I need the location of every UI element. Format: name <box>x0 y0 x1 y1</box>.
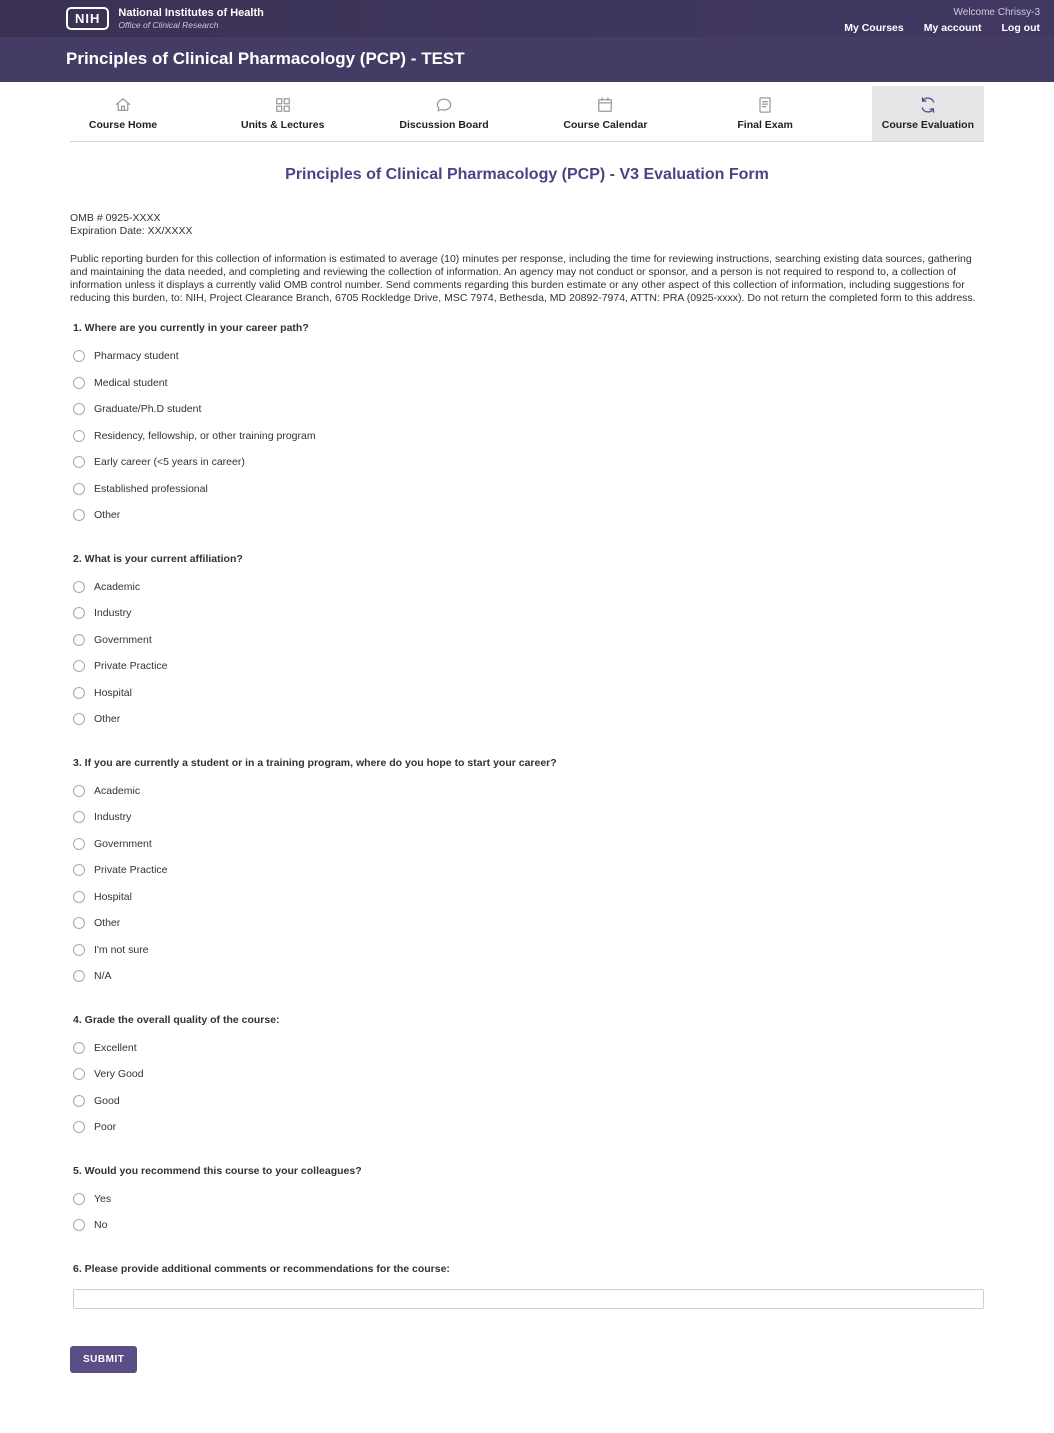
header-link-my-account[interactable]: My account <box>923 21 982 34</box>
logo-subtitle: Office of Clinical Research <box>118 20 219 30</box>
option-label: Very Good <box>94 1068 144 1081</box>
submit-button[interactable]: SUBMIT <box>70 1346 137 1373</box>
option-poor[interactable] <box>73 1114 984 1141</box>
radio-button-icon[interactable] <box>73 1193 85 1205</box>
comments-input[interactable] <box>73 1289 984 1309</box>
radio-button-icon[interactable] <box>73 377 85 389</box>
option-label: Excellent <box>94 1041 137 1054</box>
tab-label: Final Exam <box>737 119 793 131</box>
burden-statement: Public reporting burden for this collection of information is estimated to average (10) minutes per response, including the time for reviewing instructions, searching existing data sources, gathering and maintaining the data needed, and completing and reviewing the collection of information. An agency may not conduct or sponsor, and a person is not required to respond to, a collection of information unless it displays a currently valid OMB control number. Send comments regarding this burden estimate or any other aspect of this collection of information, including suggestions for reducing this burden, to: NIH, Project Clearance Branch, 6705 Rockledge Drive, MSC 7974, Bethesda, MD 20892-7974, ATTN: PRA (0925-xxxx). Do not return the completed form to this address. <box>70 253 976 304</box>
option-i-m-not-sure[interactable] <box>73 937 984 964</box>
radio-button-icon[interactable] <box>73 944 85 956</box>
radio-button-icon[interactable] <box>73 838 85 850</box>
radio-button-icon[interactable] <box>73 713 85 725</box>
option-good[interactable] <box>73 1088 984 1115</box>
tab-label: Units & Lectures <box>240 119 325 131</box>
option-label: Academic <box>94 580 141 593</box>
radio-button-icon[interactable] <box>73 430 85 442</box>
option-no[interactable] <box>73 1212 984 1239</box>
radio-button-icon[interactable] <box>73 687 85 699</box>
radio-button-icon[interactable] <box>73 634 85 646</box>
option-label: Government <box>94 837 152 850</box>
questions <box>70 322 984 1309</box>
question-6 <box>70 1263 984 1309</box>
option-excellent[interactable] <box>73 1035 984 1062</box>
radio-button-icon[interactable] <box>73 811 85 823</box>
nih-logo[interactable] <box>66 7 264 30</box>
option-label: Other <box>94 917 121 930</box>
question-3-label: 3. If you are currently a student or in a training program, where do you hope to start your career? <box>73 756 557 769</box>
radio-button-icon[interactable] <box>73 785 85 797</box>
option-label: Yes <box>94 1192 112 1205</box>
evaluation-icon <box>918 95 938 115</box>
option-other[interactable] <box>73 910 984 937</box>
tab-label: Discussion Board <box>399 119 489 131</box>
tab-label: Course Evaluation <box>881 119 974 131</box>
option-label: Medical student <box>94 376 168 389</box>
option-private-practice[interactable] <box>73 857 984 884</box>
tab-course-calendar[interactable] <box>552 86 658 141</box>
home-icon <box>113 95 133 115</box>
option-label: Early career (<5 years in career) <box>94 456 245 469</box>
option-label: Industry <box>94 607 132 620</box>
option-government[interactable] <box>73 831 984 858</box>
radio-button-icon[interactable] <box>73 509 85 521</box>
option-other[interactable] <box>73 706 984 733</box>
option-label: Pharmacy student <box>94 350 179 363</box>
option-n-a[interactable] <box>73 963 984 990</box>
radio-button-icon[interactable] <box>73 1042 85 1054</box>
radio-button-icon[interactable] <box>73 660 85 672</box>
nih-logo-acronym: NIH <box>66 7 109 30</box>
radio-button-icon[interactable] <box>73 891 85 903</box>
radio-button-icon[interactable] <box>73 864 85 876</box>
option-established-professional[interactable] <box>73 476 984 503</box>
option-label: Hospital <box>94 686 132 699</box>
question-5-label: 5. Would you recommend this course to your colleagues? <box>73 1164 362 1177</box>
header-right <box>844 4 1040 34</box>
option-government[interactable] <box>73 627 984 654</box>
question-2 <box>70 553 984 733</box>
tab-final-exam[interactable] <box>712 86 818 141</box>
radio-button-icon[interactable] <box>73 1068 85 1080</box>
option-yes[interactable] <box>73 1186 984 1213</box>
option-other[interactable] <box>73 502 984 529</box>
radio-button-icon[interactable] <box>73 970 85 982</box>
question-2-label: 2. What is your current affiliation? <box>73 552 243 565</box>
option-label: Graduate/Ph.D student <box>94 403 202 416</box>
logo-title: National Institutes of Health <box>118 7 264 19</box>
option-label: Private Practice <box>94 864 168 877</box>
question-1 <box>70 322 984 529</box>
option-label: Poor <box>94 1121 117 1134</box>
option-label: Good <box>94 1094 120 1107</box>
exam-icon <box>755 95 775 115</box>
welcome-text: Welcome Chrissy-3 <box>953 6 1040 18</box>
option-graduate-ph-d-student[interactable] <box>73 396 984 423</box>
option-hospital[interactable] <box>73 680 984 707</box>
radio-button-icon[interactable] <box>73 607 85 619</box>
option-label: Private Practice <box>94 660 168 673</box>
expiration-date: Expiration Date: XX/XXXX <box>70 225 193 237</box>
radio-button-icon[interactable] <box>73 483 85 495</box>
tab-discussion-board[interactable] <box>389 86 498 141</box>
option-label: Hospital <box>94 890 132 903</box>
user-nav <box>844 22 1040 34</box>
option-industry[interactable] <box>73 804 984 831</box>
header-link-log-out[interactable]: Log out <box>1001 21 1040 34</box>
page-title: Principles of Clinical Pharmacology (PCP) - V3 Evaluation Form <box>285 166 769 183</box>
option-label: Residency, fellowship, or other training program <box>94 429 316 442</box>
option-medical-student[interactable] <box>73 370 984 397</box>
question-4-label: 4. Grade the overall quality of the course: <box>73 1013 280 1026</box>
option-very-good[interactable] <box>73 1061 984 1088</box>
header-link-my-courses[interactable]: My Courses <box>844 21 904 34</box>
radio-button-icon[interactable] <box>73 1219 85 1231</box>
course-title-banner: Principles of Clinical Pharmacology (PCP) - TEST <box>0 37 1054 82</box>
tab-label: Course Calendar <box>563 119 648 131</box>
radio-button-icon[interactable] <box>73 1121 85 1133</box>
option-residency-fellowship-or-other-training-program[interactable] <box>73 423 984 450</box>
option-early-career-5-years-in-career[interactable] <box>73 449 984 476</box>
option-label: Other <box>94 713 121 726</box>
omb-block <box>70 212 984 238</box>
option-academic[interactable] <box>73 574 984 601</box>
radio-button-icon[interactable] <box>73 350 85 362</box>
calendar-icon <box>595 95 615 115</box>
discussion-icon <box>434 95 454 115</box>
question-1-label: 1. Where are you currently in your career path? <box>73 322 309 334</box>
question-5 <box>70 1165 984 1239</box>
option-label: Other <box>94 509 121 522</box>
option-label: Government <box>94 633 152 646</box>
option-label: Academic <box>94 784 141 797</box>
tab-units-lectures[interactable] <box>230 86 336 141</box>
option-pharmacy-student[interactable] <box>73 343 984 370</box>
course-tabs <box>70 82 984 142</box>
question-4 <box>70 1014 984 1141</box>
option-hospital[interactable] <box>73 884 984 911</box>
option-label: No <box>94 1219 108 1232</box>
radio-button-icon[interactable] <box>73 917 85 929</box>
radio-button-icon[interactable] <box>73 1095 85 1107</box>
option-label: Established professional <box>94 482 208 495</box>
grid-icon <box>273 95 293 115</box>
omb-number: OMB # 0925-XXXX <box>70 212 161 224</box>
option-private-practice[interactable] <box>73 653 984 680</box>
tab-course-home[interactable] <box>70 86 176 141</box>
evaluation-form <box>70 142 984 1433</box>
radio-button-icon[interactable] <box>73 581 85 593</box>
tab-course-evaluation[interactable] <box>872 86 984 141</box>
tab-label: Course Home <box>88 119 158 131</box>
option-label: N/A <box>94 970 112 983</box>
question-3 <box>70 757 984 990</box>
site-header <box>0 0 1054 37</box>
question-6-label: 6. Please provide additional comments or recommendations for the course: <box>73 1262 450 1275</box>
radio-button-icon[interactable] <box>73 403 85 415</box>
radio-button-icon[interactable] <box>73 456 85 468</box>
nih-logo-text <box>118 7 263 30</box>
option-label: Industry <box>94 811 132 824</box>
option-academic[interactable] <box>73 778 984 805</box>
option-industry[interactable] <box>73 600 984 627</box>
option-label: I'm not sure <box>94 943 149 956</box>
